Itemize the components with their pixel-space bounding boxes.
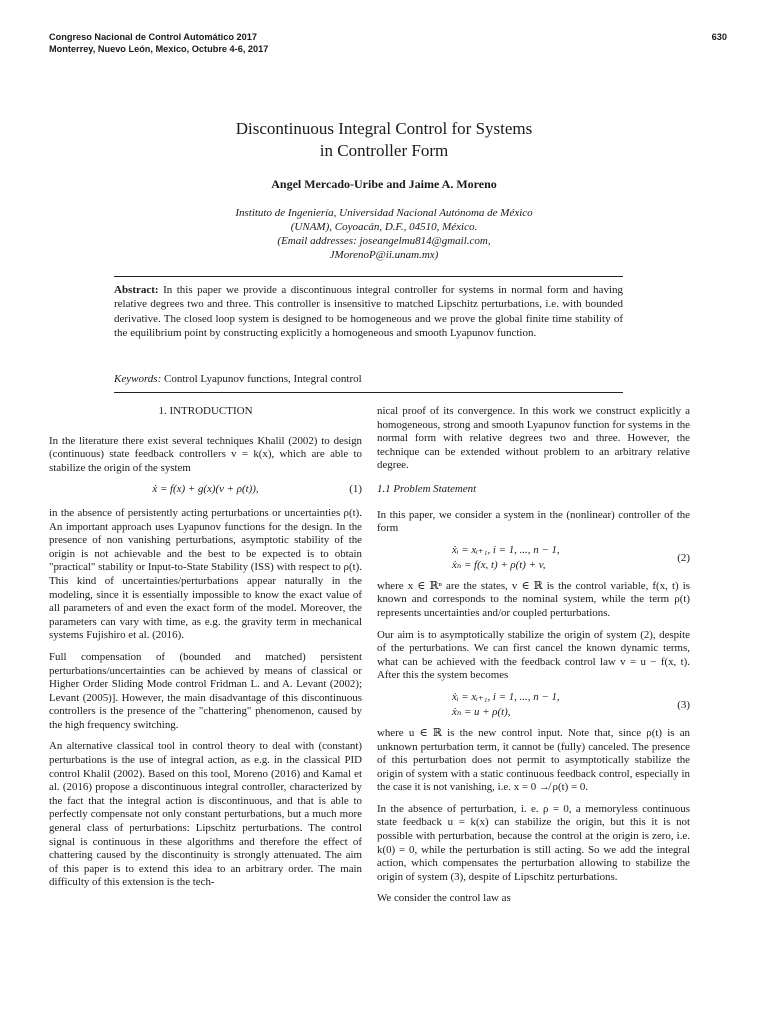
affiliation-line: JMorenoP@ii.unam.mx): [329, 249, 439, 261]
equation-line: ẋₙ = u + ρ(t),: [452, 705, 511, 718]
paragraph: in the absence of persistently acting perturbations or uncertainties ρ(t). An important approach uses Lyapunov functions for the design. In the presence of non vanishing perturbations, asymptotic stability of the origin is not achievable and the best to be expected is to obtain "practical" stability or Input-to-State Stability (ISS) with respect to ρ(t). This kind of uncertainties/perturbations appear naturally in the modeling, since it is essentially impossible to know the exact value of all parameters of and even the exact form of the model. Moreover, the parameters can vary with time, as e.g. the gravity term in mechanical systems Fujishiro et al. (2016).: [49, 506, 362, 642]
keywords-text: Control Lyapunov functions, Integral control: [161, 373, 362, 385]
affiliation: [0, 206, 768, 262]
paragraph: Full compensation of (bounded and matched) persistent perturbations/uncertainties can be achieved by means of classical or Higher Order Sliding Mode control Fridman L. and A. Levant (2002); Levant (2005)]. However, the main disadvantage of this discontinuous controllers is the presence of the "chattering" phenomenon, caused by the high frequency switching.: [49, 650, 362, 731]
conference-location: Monterrey, Nuevo León, Mexico, Octubre 4-6, 2017: [49, 44, 269, 54]
paragraph: where x ∈ ℝⁿ are the states, v ∈ ℝ is the control variable, f(x, t) is known and corresponds to the nominal system, while the term ρ(t) represents uncertainties and/or coupled perturbations.: [377, 579, 690, 619]
affiliation-line: Instituto de Ingeniería, Universidad Nacional Autónoma de México: [235, 207, 533, 219]
equation-body: ẋ = f(x) + g(x)(v + ρ(t)),: [152, 483, 259, 496]
conference-name: Congreso Nacional de Control Automático 2017: [49, 32, 257, 42]
keywords-label: Keywords:: [114, 373, 162, 385]
abstract-top-rule: [114, 276, 623, 277]
section-heading: 1. INTRODUCTION: [158, 405, 253, 417]
paragraph: An alternative classical tool in control theory to deal with (constant) perturbations is the use of integral action, as e.g. in the classical PID control Khalil (2002). Based on this tool, Moreno (2016) and Kamal et al. (2016) propose a discontinuous integral controller, characterized by the fact that the integral action is discontinuous, and that is able to perfectly compensate not only constant perturbations, but a much more general class of perturbations: Lipschitz perturbations. The control signal is continuous in these algorithms and therefore the effect of chattering caused by the discontinuity is strongly attenuated. The aim of this paper is to extend this idea to an arbitrary order. The main difficulty of this extension is the tech-: [49, 740, 362, 889]
affiliation-line: (UNAM), Coyoacán, D.F., 04510, México.: [290, 221, 478, 233]
equation-2: [377, 544, 690, 574]
equation-number: (1): [349, 483, 362, 496]
right-column: [377, 405, 690, 914]
keywords: [114, 373, 623, 385]
equation-line: ẋₙ = f(x, t) + ρ(t) + v,: [452, 558, 546, 571]
paragraph: In this paper, we consider a system in the (nonlinear) controller of the form: [377, 508, 690, 535]
equation-number: (2): [677, 551, 690, 564]
title-line-1: Discontinuous Integral Control for Systems: [235, 119, 533, 138]
paragraph: We consider the control law as: [377, 892, 511, 905]
paragraph: where u ∈ ℝ is the new control input. Note that, since ρ(t) is an unknown perturbation term, it cannot be (fully) canceled. The presence of this perturbation does not permit to asymptotically stabilize the origin of system with a static continuous feedback control, especially in the case it is not vanishing, i.e. x = 0 ↛ ρ(t) = 0.: [377, 726, 690, 794]
running-header: [49, 31, 727, 55]
paper-title: [0, 118, 768, 162]
abstract-text: In this paper we provide a discontinuous integral controller for systems in normal form and having relative degrees two and three. This controller is insensitive to matched Lipschitz perturbations, i.e. with bounded derivative. The closed loop system is designed to be homogeneous and we prove the global finite time stability of the equilibrium point by constructing explicitly a homogeneous and smooth Lyapunov function.: [114, 284, 623, 339]
abstract: [114, 283, 623, 340]
left-column: [49, 405, 362, 898]
paragraph: In the absence of perturbation, i. e. ρ = 0, a memoryless continuous state feedback u = k(x) can stabilize the origin, but this it is not possible with perturbation, because the control at the origin is zero, i.e. k(0) = 0, while the perturbation is still acting. So we add the integral action, which compensates the perturbation allowing to stabilize the origin of system (3), despite of Lipschitz perturbations.: [377, 802, 690, 883]
paragraph: Our aim is to asymptotically stabilize the origin of system (2), despite of the perturbations. We can first cancel the known dynamic terms, what can be achieved with the feedback control law v = u − f(x, t). After this the system becomes: [377, 628, 690, 682]
equation-1: [49, 483, 362, 497]
equation-line: ẋᵢ = xᵢ₊₁, i = 1, ..., n − 1,: [452, 543, 560, 556]
paragraph: nical proof of its convergence. In this work we construct explicitly a homogeneous, strong and smooth Lyapunov function for systems in the normal form with relative degrees two and three. However, the technique can be extended without problem to an arbitrary relative degree.: [377, 405, 690, 472]
subsection-heading: 1.1 Problem Statement: [377, 482, 477, 495]
equation-number: (3): [677, 698, 690, 711]
paper-authors: Angel Mercado-Uribe and Jaime A. Moreno: [271, 177, 497, 191]
abstract-label: Abstract:: [114, 284, 159, 296]
title-line-2: in Controller Form: [319, 141, 449, 160]
page-number: 630: [711, 32, 727, 42]
equation-3: [377, 691, 690, 721]
paragraph: In the literature there exist several techniques Khalil (2002) to design (continuous) state feedback controllers v = k(x), which are able to stabilize the origin of the system: [49, 434, 362, 474]
equation-line: ẋᵢ = xᵢ₊₁, i = 1, ..., n − 1,: [452, 690, 560, 703]
affiliation-line: (Email addresses: joseangelmu814@gmail.com,: [277, 235, 491, 247]
abstract-bottom-rule: [114, 392, 623, 393]
